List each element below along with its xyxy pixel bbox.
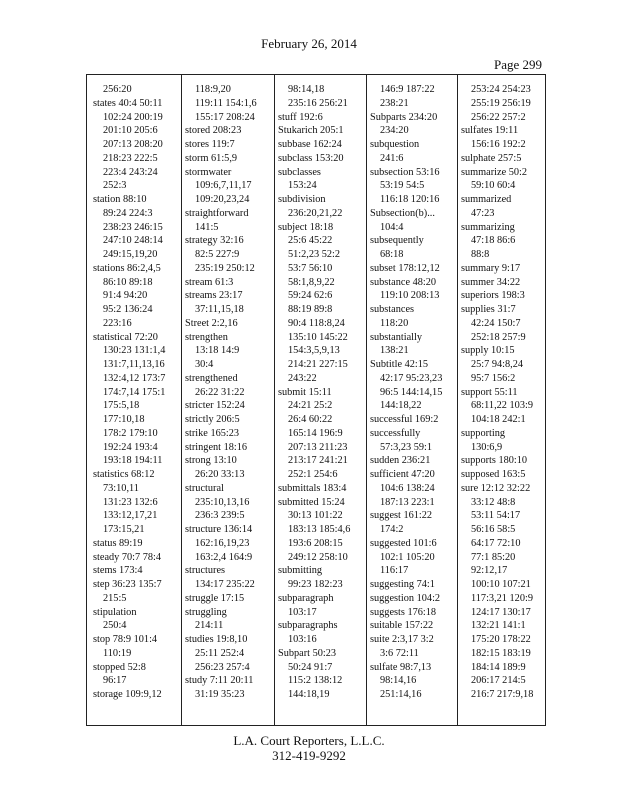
footer-company: L.A. Court Reporters, L.L.C. [233, 733, 385, 748]
index-entry: strictly 206:5 [185, 414, 240, 425]
index-page-refs: 110:19 [103, 647, 132, 659]
index-page-refs: 216:7 217:9,18 [471, 689, 534, 700]
index-page-refs: 98:14,18 [288, 84, 325, 95]
page-number: Page 299 [494, 57, 543, 72]
index-page-refs: 138:21 [380, 345, 409, 357]
index-entry: suggestion 104:2 [370, 592, 441, 604]
index-entry: subquestion [370, 139, 420, 150]
index-entry: strengthen [185, 331, 228, 343]
index-entry: supporting [461, 427, 506, 439]
index-entry: strike 165:23 [185, 427, 240, 439]
index-page-refs: 144:18,22 [380, 400, 422, 412]
index-entry: subsection 53:16 [370, 166, 440, 178]
index-entry: suggests 176:18 [370, 606, 437, 618]
index-entry: supply 10:15 [461, 345, 515, 357]
index-entry: summary 9:17 [461, 262, 521, 274]
index-page-refs: 165:14 196:9 [288, 427, 343, 439]
index-entry: Street 2:2,16 [185, 317, 238, 329]
index-page-refs: 178:2 179:10 [103, 427, 158, 439]
index-entry: step 36:23 135:7 [93, 579, 162, 590]
index-column-1 [93, 83, 179, 702]
index-entry: storm 61:5,9 [185, 152, 238, 164]
index-page-refs: 173:15,21 [103, 524, 145, 535]
index-page-refs: 249:12 258:10 [288, 551, 348, 563]
index-page-refs: 116:18 120:16 [380, 194, 440, 205]
index-page-refs: 68:11,22 103:9 [471, 400, 533, 412]
index-page-refs: 252:18 257:9 [471, 331, 526, 343]
index-page-refs: 50:24 91:7 [288, 661, 333, 673]
index-page-refs: 53:7 56:10 [288, 262, 333, 274]
index-page-refs: 26:4 60:22 [288, 414, 333, 425]
index-page-refs: 192:24 193:4 [103, 441, 158, 453]
index-page-refs: 59:10 60:4 [471, 180, 516, 192]
index-page-refs: 24:21 25:2 [288, 400, 333, 412]
index-entry: subset 178:12,12 [370, 262, 440, 274]
index-entry: storage 109:9,12 [93, 689, 162, 700]
index-entry: sulfate 98:7,13 [370, 661, 432, 673]
index-entry: successfully [370, 427, 421, 439]
index-page-refs: 193:18 194:11 [103, 455, 163, 467]
index-page-refs: 95:2 136:24 [103, 304, 153, 315]
index-entry: straightforward [185, 207, 249, 219]
index-entry: steady 70:7 78:4 [93, 551, 162, 563]
index-entry: stuff 192:6 [278, 111, 323, 123]
column-divider [181, 75, 182, 725]
index-page-refs: 51:2,23 52:2 [288, 249, 341, 260]
index-page-refs: 207:13 208:20 [103, 139, 163, 150]
index-page-refs: 206:17 214:5 [471, 675, 526, 687]
index-column-5 [461, 83, 547, 702]
transcript-date: February 26, 2014 [261, 36, 357, 51]
index-entry: stems 173:4 [93, 565, 143, 577]
index-entry: strengthened [185, 372, 238, 384]
index-page-refs: 26:20 33:13 [195, 469, 245, 480]
index-entry: summarizing [461, 221, 515, 233]
index-entry: streams 23:17 [185, 290, 243, 302]
index-page-refs: 90:4 118:8,24 [288, 317, 345, 329]
index-entry: station 88:10 [93, 194, 147, 205]
index-entry: stream 61:3 [185, 276, 234, 288]
index-page-refs: 131:7,11,13,16 [103, 359, 165, 370]
index-page-refs: 156:16 192:2 [471, 139, 526, 150]
index-entry: support 55:11 [461, 386, 518, 398]
index-entry: submitting [278, 565, 323, 577]
index-entry: structural [185, 482, 224, 494]
index-page-refs: 102:1 105:20 [380, 551, 435, 563]
index-entry: summarize 50:2 [461, 166, 528, 178]
index-page-refs: 37:11,15,18 [195, 304, 244, 315]
index-page-refs: 214:21 227:15 [288, 359, 348, 370]
index-page-refs: 153:24 [288, 180, 317, 192]
index-page-refs: 82:5 227:9 [195, 249, 240, 260]
index-entry: suggesting 74:1 [370, 579, 435, 590]
index-page-refs: 98:14,16 [380, 675, 417, 687]
index-page-refs: 104:4 [380, 221, 404, 233]
index-entry: summarized [461, 194, 512, 205]
index-page-refs: 146:9 187:22 [380, 84, 435, 95]
index-page-refs: 100:10 107:21 [471, 579, 531, 590]
column-divider [274, 75, 275, 725]
index-page-refs: 184:14 189:9 [471, 661, 526, 673]
index-page-refs: 183:13 185:4,6 [288, 524, 351, 535]
index-page-refs: 102:24 200:19 [103, 111, 163, 123]
index-page-refs: 89:24 224:3 [103, 207, 153, 219]
index-page-refs: 47:23 [471, 207, 495, 219]
index-page-refs: 175:20 178:22 [471, 634, 531, 645]
index-page-refs: 235:16 256:21 [288, 97, 348, 109]
index-page-refs: 58:1,8,9,22 [288, 276, 335, 288]
column-divider [366, 75, 367, 725]
index-page-refs: 77:1 85:20 [471, 551, 516, 563]
index-entry: stored 208:23 [185, 125, 242, 137]
index-page-refs: 53:19 54:5 [380, 180, 425, 192]
index-page-refs: 255:19 256:19 [471, 97, 531, 109]
index-entry: status 89:19 [93, 537, 143, 549]
index-page-refs: 13:18 14:9 [195, 345, 240, 357]
index-page-refs: 117:3,21 120:9 [471, 592, 533, 604]
index-entry: substance 48:20 [370, 276, 437, 288]
index-page-refs: 103:16 [288, 634, 317, 645]
index-entry: statistics 68:12 [93, 469, 155, 480]
index-page-refs: 53:11 54:17 [471, 510, 521, 522]
index-page-refs: 88:19 89:8 [288, 304, 333, 315]
index-entry: Subparts 234:20 [370, 111, 438, 123]
index-page-refs: 124:17 130:17 [471, 606, 531, 618]
index-entry: subparagraph [278, 592, 334, 604]
index-page-refs: 250:4 [103, 620, 127, 632]
index-page-refs: 132:4,12 173:7 [103, 372, 166, 384]
index-entry: struggling [185, 606, 227, 618]
index-page-refs: 118:9,20 [195, 84, 231, 95]
index-page-refs: 3:6 72:11 [380, 647, 419, 659]
index-page-refs: 182:15 183:19 [471, 647, 531, 659]
index-page-refs: 134:17 235:22 [195, 579, 255, 590]
index-page-refs: 96:5 144:14,15 [380, 386, 443, 398]
index-page-refs: 119:11 154:1,6 [195, 97, 257, 109]
index-page-refs: 256:22 257:2 [471, 111, 526, 123]
index-page-refs: 218:23 222:5 [103, 152, 158, 164]
index-page-refs: 33:12 48:8 [471, 496, 516, 508]
index-page-refs: 141:5 [195, 221, 219, 233]
index-page-refs: 86:10 89:18 [103, 276, 153, 288]
index-page-refs: 235:10,13,16 [195, 496, 250, 508]
index-entry: sure 12:12 32:22 [461, 482, 531, 494]
index-page-refs: 96:17 [103, 675, 127, 687]
index-page-refs: 132:21 141:1 [471, 620, 526, 632]
index-entry: subclass 153:20 [278, 152, 344, 164]
index-column-3 [278, 83, 364, 702]
index-page-refs: 234:20 [380, 125, 409, 137]
index-page-refs: 213:17 241:21 [288, 455, 348, 467]
index-page-refs: 235:19 250:12 [195, 262, 255, 274]
index-page-refs: 214:11 [195, 620, 224, 632]
index-entry: sufficient 47:20 [370, 469, 435, 480]
index-page-refs: 73:10,11 [103, 482, 139, 494]
index-page-refs: 256:23 257:4 [195, 661, 250, 673]
index-page-refs: 47:18 86:6 [471, 235, 516, 247]
index-page-refs: 131:23 132:6 [103, 496, 158, 508]
index-entry: structures [185, 565, 226, 577]
index-entry: substances [370, 304, 415, 315]
index-page-refs: 26:22 31:22 [195, 386, 245, 398]
index-page-refs: 174:7,14 175:1 [103, 386, 166, 398]
index-page-refs: 104:18 242:1 [471, 414, 526, 425]
index-page-refs: 236:20,21,22 [288, 207, 343, 219]
index-page-refs: 115:2 138:12 [288, 675, 343, 687]
index-page-refs: 256:20 [103, 84, 132, 95]
index-page-refs: 56:16 58:5 [471, 524, 516, 535]
index-page-refs: 57:3,23 59:1 [380, 441, 433, 453]
index-entry: subdivision [278, 194, 326, 205]
index-entry: sudden 236:21 [370, 455, 431, 467]
index-page-refs: 155:17 208:24 [195, 111, 255, 123]
index-page-refs: 30:4 [195, 359, 214, 370]
index-page-refs: 130:6,9 [471, 441, 503, 453]
index-entry: submit 15:11 [278, 386, 332, 398]
index-entry: study 7:11 20:11 [185, 675, 254, 687]
index-entry: states 40:4 50:11 [93, 97, 163, 109]
index-entry: suite 2:3,17 3:2 [370, 634, 434, 645]
index-entry: Subpart 50:23 [278, 647, 337, 659]
index-page-refs: 104:6 138:24 [380, 482, 435, 494]
index-page-refs: 92:12,17 [471, 565, 508, 577]
index-page-refs: 31:19 35:23 [195, 689, 245, 700]
index-entry: stormwater [185, 166, 232, 178]
index-page-refs: 201:10 205:6 [103, 125, 158, 137]
footer-phone: 312-419-9292 [272, 748, 346, 763]
index-page-refs: 251:14,16 [380, 689, 422, 700]
index-page-refs: 238:23 246:15 [103, 221, 163, 233]
index-page-refs: 243:22 [288, 372, 317, 384]
index-entry: successful 169:2 [370, 414, 439, 425]
index-entry: Subtitle 42:15 [370, 359, 429, 370]
index-entry: subclasses [278, 166, 321, 178]
index-entry: strong 13:10 [185, 455, 237, 467]
index-entry: stations 86:2,4,5 [93, 262, 161, 274]
index-page-refs: 88:8 [471, 249, 490, 260]
index-entry: sulfates 19:11 [461, 125, 519, 137]
index-entry: stop 78:9 101:4 [93, 634, 158, 645]
index-page-refs: 249:15,19,20 [103, 249, 158, 260]
index-entry: subsequently [370, 235, 424, 247]
index-column-4 [370, 83, 456, 702]
index-page-refs: 223:4 243:24 [103, 166, 158, 178]
index-page-refs: 116:17 [380, 565, 409, 577]
index-page-refs: 109:20,23,24 [195, 194, 250, 205]
index-page-refs: 64:17 72:10 [471, 537, 521, 549]
index-entry: suitable 157:22 [370, 620, 434, 632]
index-entry: supposed 163:5 [461, 469, 526, 480]
index-page-refs: 223:16 [103, 317, 132, 329]
index-entry: supports 180:10 [461, 455, 528, 467]
index-entry: stopped 52:8 [93, 661, 146, 673]
index-page-refs: 193:6 208:15 [288, 537, 343, 549]
index-page-refs: 252:3 [103, 180, 127, 192]
index-page-refs: 207:13 211:23 [288, 441, 348, 453]
index-entry: stores 119:7 [185, 139, 235, 150]
index-page-refs: 252:1 254:6 [288, 469, 338, 480]
index-page-refs: 25:7 94:8,24 [471, 359, 524, 370]
index-page-refs: 25:6 45:22 [288, 235, 333, 247]
index-page-refs: 42:17 95:23,23 [380, 372, 443, 384]
index-page-refs: 109:6,7,11,17 [195, 180, 252, 192]
index-entry: superiors 198:3 [461, 290, 525, 302]
index-page-refs: 144:18,19 [288, 689, 330, 700]
index-page-refs: 174:2 [380, 524, 404, 535]
index-entry: statistical 72:20 [93, 331, 158, 343]
index-entry: suggested 101:6 [370, 537, 437, 549]
index-entry: subparagraphs [278, 620, 338, 632]
index-page-refs: 30:13 101:22 [288, 510, 343, 522]
column-divider [457, 75, 458, 725]
index-page-refs: 118:20 [380, 317, 409, 329]
index-page-refs: 99:23 182:23 [288, 579, 343, 590]
index-page-refs: 119:10 208:13 [380, 290, 440, 302]
index-page-refs: 175:5,18 [103, 400, 140, 412]
index-entry: structure 136:14 [185, 524, 253, 535]
index-page-refs: 247:10 248:14 [103, 235, 163, 247]
index-page-refs: 187:13 223:1 [380, 496, 435, 508]
index-page-refs: 133:12,17,21 [103, 510, 158, 522]
index-entry: supplies 31:7 [461, 304, 516, 315]
index-entry: stricter 152:24 [185, 400, 245, 412]
index-page-refs: 42:24 150:7 [471, 317, 521, 329]
index-entry: strategy 32:16 [185, 235, 244, 247]
index-entry: subbase 162:24 [278, 139, 342, 150]
index-page-refs: 154:3,5,9,13 [288, 345, 340, 357]
index-page-refs: 241:6 [380, 152, 404, 164]
index-page-refs: 68:18 [380, 249, 404, 260]
index-entry: subject 18:18 [278, 221, 334, 233]
index-column-2 [185, 83, 271, 702]
index-box [86, 74, 546, 726]
index-entry: Subsection(b)... [370, 207, 435, 219]
index-page-refs: 103:17 [288, 606, 317, 618]
index-entry: summer 34:22 [461, 276, 521, 288]
index-entry: sulphate 257:5 [461, 152, 522, 164]
index-page-refs: 130:23 131:1,4 [103, 345, 166, 357]
index-page-refs: 162:16,19,23 [195, 537, 250, 549]
index-page-refs: 238:21 [380, 97, 409, 109]
index-entry: substantially [370, 331, 423, 343]
index-page-refs: 236:3 239:5 [195, 510, 245, 522]
index-entry: struggle 17:15 [185, 592, 245, 604]
index-page-refs: 135:10 145:22 [288, 331, 348, 343]
index-entry: submitted 15:24 [278, 496, 345, 508]
index-entry: stringent 18:16 [185, 441, 248, 453]
index-page-refs: 253:24 254:23 [471, 84, 531, 95]
index-entry: studies 19:8,10 [185, 634, 248, 645]
index-page-refs: 95:7 156:2 [471, 372, 516, 384]
index-entry: submittals 183:4 [278, 482, 347, 494]
index-entry: Stukarich 205:1 [278, 125, 344, 137]
index-page-refs: 215:5 [103, 592, 127, 604]
index-page-refs: 163:2,4 164:9 [195, 551, 253, 563]
index-entry: stipulation [93, 606, 137, 618]
index-page-refs: 59:24 62:6 [288, 290, 333, 302]
index-page-refs: 177:10,18 [103, 414, 145, 425]
index-page-refs: 91:4 94:20 [103, 290, 148, 302]
index-entry: suggest 161:22 [370, 510, 433, 522]
index-page-refs: 25:11 252:4 [195, 647, 245, 659]
